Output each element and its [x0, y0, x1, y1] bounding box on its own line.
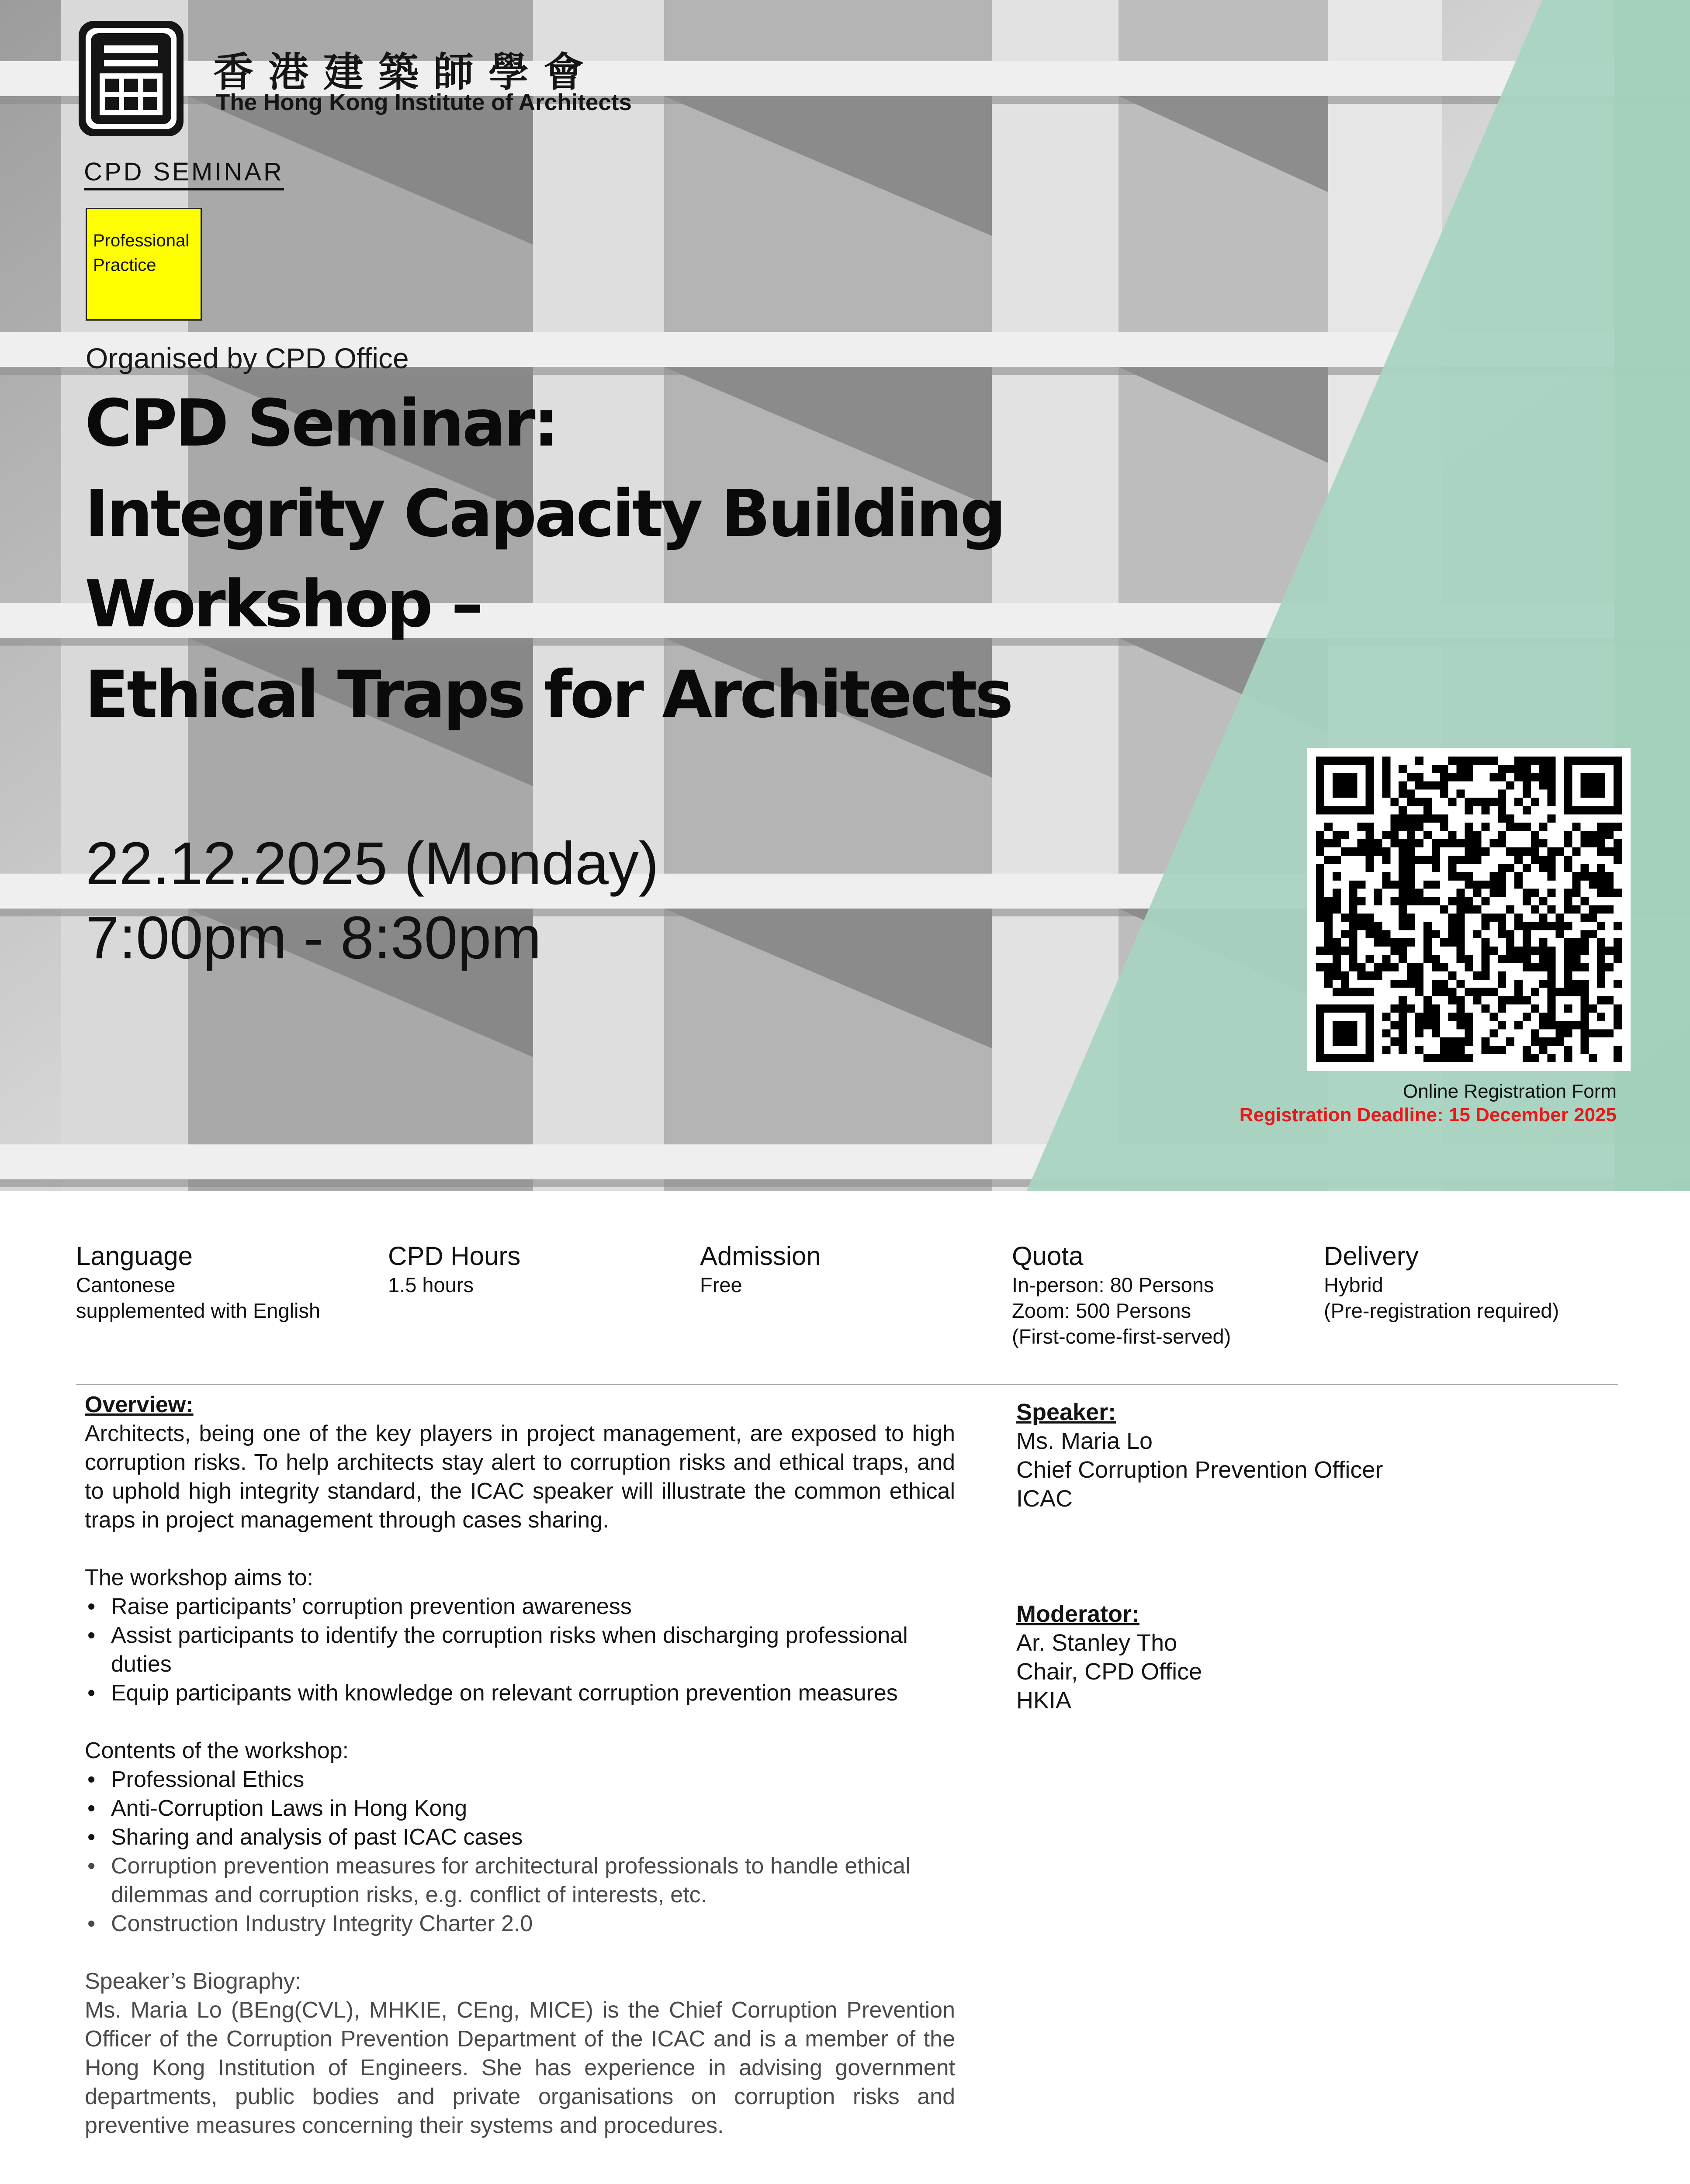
list-item: • Professional Ethics	[85, 1765, 955, 1794]
info-quota	[1012, 1241, 1231, 1349]
section-divider-top	[76, 1384, 1618, 1385]
moderator-org: HKIA	[1016, 1687, 1072, 1714]
info-value: In-person: 80 Persons	[1012, 1273, 1214, 1296]
org-name-chinese: 香港建築師學會	[213, 48, 599, 96]
registration-form-label: Online Registration Form	[1403, 1081, 1617, 1102]
info-label: Delivery	[1324, 1241, 1419, 1271]
moderator-heading: Moderator:	[1016, 1601, 1139, 1627]
info-label: Language	[76, 1241, 193, 1271]
moderator-name: Ar. Stanley Tho	[1016, 1630, 1177, 1656]
info-label: Quota	[1012, 1241, 1084, 1271]
category-tag	[86, 208, 202, 321]
info-label: CPD Hours	[388, 1241, 521, 1271]
speaker-heading: Speaker:	[1016, 1399, 1116, 1425]
info-admission	[700, 1241, 821, 1298]
list-item: • Assist participants to identify the corruption risks when discharging professional duties	[85, 1621, 955, 1679]
seminar-type-label: CPD SEMINAR	[84, 157, 284, 190]
title-line-4: Ethical Traps for Architects	[85, 657, 1011, 732]
event-title	[85, 378, 1221, 740]
overview-heading: Overview:	[85, 1392, 194, 1417]
info-value: supplemented with English	[76, 1299, 321, 1322]
info-value: Free	[700, 1273, 742, 1296]
aims-list	[85, 1592, 955, 1707]
contents-intro: Contents of the workshop:	[85, 1738, 349, 1763]
aims-intro: The workshop aims to:	[85, 1565, 314, 1590]
speaker-role: Chief Corruption Prevention Officer	[1016, 1457, 1383, 1483]
list-item: • Corruption prevention measures for architectural professionals to handle ethical dilemmas and corruption risks, e.g. conflict of interests, etc.	[85, 1852, 955, 1909]
qr-code-icon[interactable]	[1316, 757, 1622, 1062]
info-value: Cantonese	[76, 1273, 176, 1296]
people-section	[1016, 1398, 1584, 1715]
list-item: • Construction Industry Integrity Charter 2.0	[85, 1909, 955, 1938]
event-time: 7:00pm - 8:30pm	[86, 904, 542, 971]
overview-section	[85, 1390, 955, 2140]
list-item: • Equip participants with knowledge on relevant corruption prevention measures	[85, 1679, 955, 1707]
speaker-name: Ms. Maria Lo	[1016, 1428, 1153, 1454]
title-line-3: Workshop –	[85, 567, 481, 642]
hkia-seal-icon	[79, 21, 184, 136]
info-value: Hybrid	[1324, 1273, 1383, 1296]
event-datetime	[86, 826, 659, 975]
registration-qr[interactable]	[1307, 748, 1631, 1071]
info-cpd-hours	[388, 1241, 520, 1298]
bio-text: Ms. Maria Lo (BEng(CVL), MHKIE, CEng, MICE) is the Chief Corruption Prevention Officer of the Corruption Prevention Department of the ICAC and is a member of the Hong Kong Institution of Engineers. She has experience in advising government departments, public bodies and private organisations on corruption risks and preventive measures concerning their systems and procedures.	[85, 1997, 955, 2138]
event-info-row	[0, 1241, 1690, 1372]
info-value: 1.5 hours	[388, 1273, 474, 1296]
title-line-1: CPD Seminar:	[85, 386, 557, 461]
info-language	[76, 1241, 320, 1324]
speaker-org: ICAC	[1016, 1486, 1073, 1512]
organiser-line: Organised by CPD Office	[86, 342, 409, 374]
tag-line-2: Practice	[93, 256, 156, 275]
overview-text: Architects, being one of the key players in project management, are exposed to high corruption risks. To help architects stay alert to corruption risks and ethical traps, and to uphold high integrity standard, the ICAC speaker will illustrate the common ethical traps in project management through cases sharing.	[85, 1421, 955, 1533]
info-value: (First-come-first-served)	[1012, 1325, 1231, 1348]
event-date: 22.12.2025 (Monday)	[86, 830, 659, 897]
list-item: • Raise participants’ corruption prevention awareness	[85, 1592, 955, 1621]
list-item: • Sharing and analysis of past ICAC cases	[85, 1823, 955, 1852]
moderator-role: Chair, CPD Office	[1016, 1659, 1202, 1685]
info-value: Zoom: 500 Persons	[1012, 1299, 1191, 1322]
info-label: Admission	[700, 1241, 821, 1271]
registration-deadline: Registration Deadline: 15 December 2025	[1239, 1104, 1617, 1126]
contents-list	[85, 1765, 955, 1938]
title-line-2: Integrity Capacity Building	[85, 476, 1004, 551]
bio-heading: Speaker’s Biography:	[85, 1969, 301, 1994]
tag-line-1: Professional	[93, 231, 190, 250]
info-value: (Pre-registration required)	[1324, 1299, 1559, 1322]
info-delivery	[1324, 1241, 1559, 1324]
list-item: • Anti-Corruption Laws in Hong Kong	[85, 1794, 955, 1823]
org-name-english: The Hong Kong Institute of Architects	[216, 90, 632, 115]
